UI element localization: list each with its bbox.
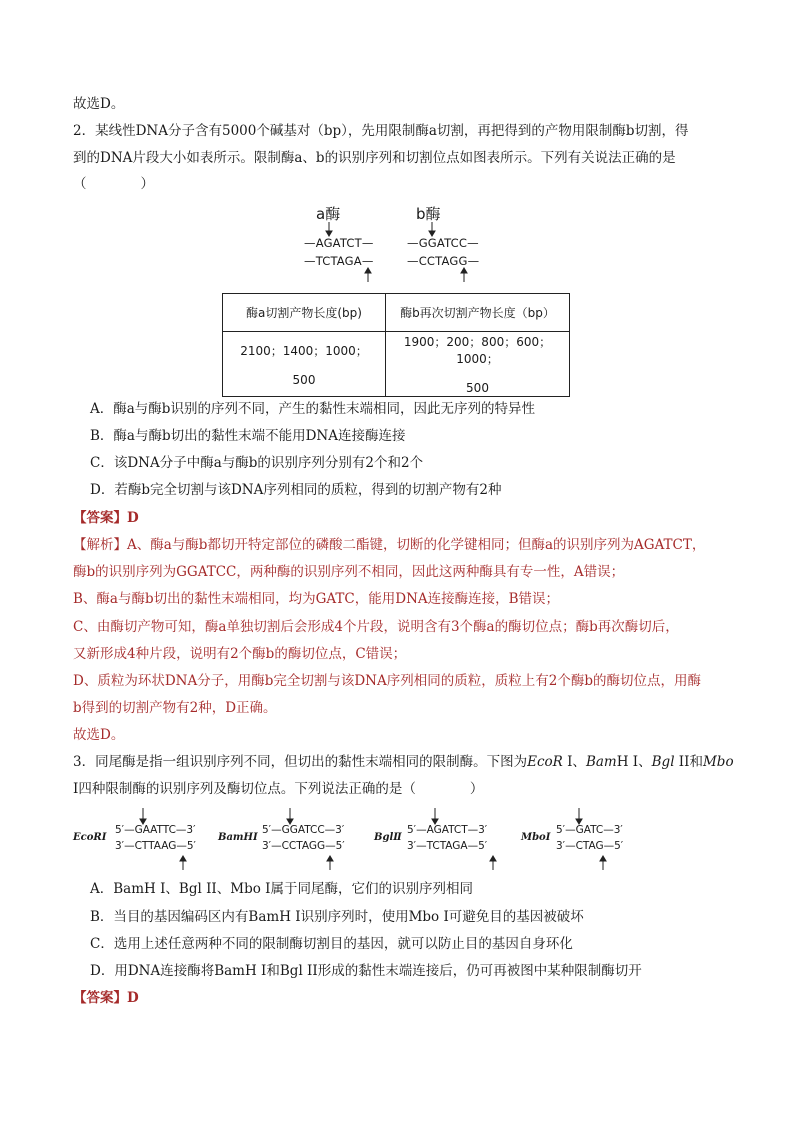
table-header-b: 酶b再次切割产物长度（bp）: [386, 294, 570, 332]
bglii-bottom-strand: 3′—TCTAGA—5′: [407, 840, 488, 852]
q3-stem-bgl: Bgl: [651, 754, 675, 770]
enzyme-a-top-strand: —AGATCT—: [304, 236, 374, 250]
q3-stem-text-a: 3．同尾酶是指一组识别序列不同，但切出的黏性末端相同的限制酶。下图为: [73, 754, 528, 770]
q3-stem-mbo: Mbo: [702, 754, 734, 770]
q3-option-c: C．选用上述任意两种不同的限制酶切割目的基因，就可以防止目的基因自身环化: [90, 936, 573, 952]
q3-stem-bam: Bam: [585, 754, 617, 770]
mboi-top-strand: 5′—GATC—3′: [556, 824, 623, 836]
q2-conclusion: 故选D。: [73, 727, 125, 743]
q2-analysis-line2: 酶b的识别序列为GGATCC，两种酶的识别序列不相同，因此这两种酶具有专一性，A错误；: [73, 564, 625, 580]
q2-analysis-line6: D、质粒为环状DNA分子，用酶b完全切割与该DNA序列相同的质粒，质粒上有2个酶b的酶切位点，用酶: [73, 673, 701, 689]
previous-conclusion: 故选D。: [73, 96, 125, 112]
q2-stem-line1: 2．某线性DNA分子含有5000个碱基对（bp），先用限制酶a切割，再把得到的产物用限制酶b切割，得: [73, 123, 689, 139]
q2-analysis-line4: C、由酶切产物可知，酶a单独切割后会形成4个片段，说明含有3个酶a的酶切位点；酶b再次酶切后，: [73, 619, 679, 635]
ecori-top-strand: 5′—GAATTC—3′: [115, 824, 196, 836]
enzyme-bamhi-label: BamHⅠ: [218, 832, 258, 843]
enzyme-bglii-label: BglⅡ: [374, 832, 402, 843]
q2-stem-line2: 到的DNA片段大小如表所示。限制酶a、b的识别序列和切割位点如图表所示。下列有关说法正确的是: [73, 150, 676, 166]
table-values-a-line2: 500: [292, 372, 316, 387]
q2-option-b: B．酶a与酶b切出的黏性末端不能用DNA连接酶连接: [90, 428, 406, 444]
q3-stem-text-d: II和: [674, 754, 703, 770]
table-header-a: 酶a切割产物长度(bp): [223, 294, 386, 332]
q2-option-a: A．酶a与酶b识别的序列不同，产生的黏性末端相同，因此无序列的特异性: [90, 401, 535, 417]
q3-stem-text-c: H I、: [616, 754, 652, 770]
q3-option-a: A．BamH I、Bgl II、Mbo I属于同尾酶，它们的识别序列相同: [90, 881, 473, 897]
q2-answer: 【答案】D: [73, 510, 139, 526]
table-values-a-line1: 2100；1400；1000；: [240, 343, 368, 358]
q2-analysis-line7: b得到的切割产物有2种，D正确。: [73, 700, 277, 716]
q3-option-b: B．当目的基因编码区内有BamH I识别序列时，使用Mbo I可避免目的基因被破坏: [90, 909, 584, 925]
enzyme-a-label: a酶: [316, 205, 341, 223]
enzyme-a-bottom-strand: —TCTAGA—: [304, 254, 374, 268]
bamhi-top-strand: 5′—GGATCC—3′: [262, 824, 345, 836]
q2-analysis-line3: B、酶a与酶b切出的黏性末端相同，均为GATC，能用DNA连接酶连接，B错误；: [73, 591, 560, 607]
q3-option-d: D．用DNA连接酶将BamH I和Bgl II形成的黏性末端连接后，仍可再被图中某种限制酶切开: [90, 963, 642, 979]
enzyme-b-label: b酶: [416, 205, 441, 223]
enzyme-b-bottom-strand: —CCTAGG—: [407, 254, 480, 268]
bamhi-bottom-strand: 3′—CCTAGG—5′: [262, 840, 345, 852]
enzyme-ecori-label: EcoRⅠ: [73, 832, 107, 843]
bglii-top-strand: 5′—AGATCT—3′: [407, 824, 488, 836]
q2-option-c: C．该DNA分子中酶a与酶b的识别序列分别有2个和2个: [90, 455, 424, 471]
enzyme-mboi-label: MboⅠ: [521, 832, 551, 843]
table-values-b-line1: 1900；200；800；600；1000；: [403, 335, 552, 366]
q3-stem-ecor: EcoR: [527, 754, 563, 770]
q3-stem-text-b: I、: [562, 754, 586, 770]
q2-stem-line3: （ ）: [73, 176, 154, 192]
table-values-b-line2: 500: [466, 381, 489, 395]
q2-analysis-line5: 又新形成4种片段，说明有2个酶b的酶切位点，C错误；: [73, 646, 407, 662]
enzyme-b-top-strand: —GGATCC—: [407, 236, 479, 250]
q3-stem-line2: I四种限制酶的识别序列及酶切位点。下列说法正确的是（ ）: [73, 781, 484, 797]
mboi-bottom-strand: 3′—CTAG—5′: [556, 840, 624, 852]
q3-answer: 【答案】D: [73, 990, 139, 1006]
ecori-bottom-strand: 3′—CTTAAG—5′: [115, 840, 196, 852]
q2-analysis-line1: 【解析】A、酶a与酶b都切开特定部位的磷酸二酯键，切断的化学键相同；但酶a的识别序列为AGATCT，: [73, 537, 706, 553]
q2-option-d: D．若酶b完全切割与该DNA序列相同的质粒，得到的切割产物有2种: [90, 482, 502, 498]
